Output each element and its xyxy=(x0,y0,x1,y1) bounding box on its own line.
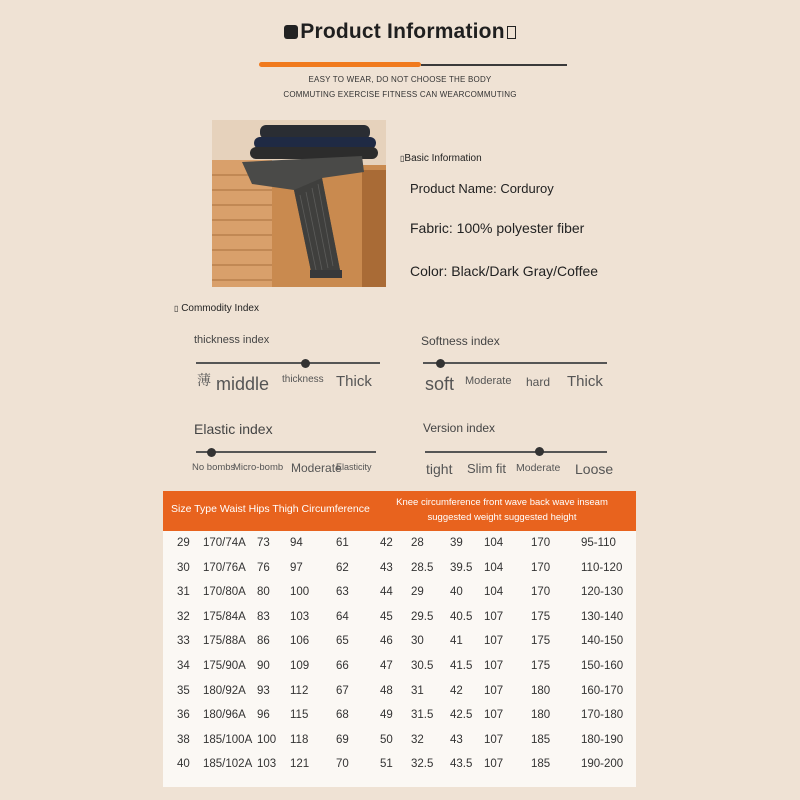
table-cell: 40 xyxy=(450,586,463,599)
size-table-header-left: Size Type Waist Hips Thigh Circumference xyxy=(171,503,370,515)
table-cell: 170/74A xyxy=(203,537,246,549)
table-cell: 185 xyxy=(531,733,551,746)
table-cell: 29 xyxy=(411,586,424,599)
softness-scale-marker xyxy=(436,359,445,368)
table-row xyxy=(163,586,636,610)
table-cell: 64 xyxy=(336,610,349,623)
table-cell: 115 xyxy=(290,709,309,722)
table-cell: 73 xyxy=(257,537,270,549)
subtitle-line-1: EASY TO WEAR, DO NOT CHOOSE THE BODY xyxy=(308,75,492,84)
table-cell: 48 xyxy=(380,684,393,697)
bullet-icon xyxy=(284,25,298,39)
version-scale-marker xyxy=(535,447,544,456)
table-cell: 100 xyxy=(257,733,277,746)
table-cell: 32 xyxy=(411,733,424,746)
table-cell: 50 xyxy=(380,733,393,746)
table-row xyxy=(163,734,636,758)
table-cell: 29 xyxy=(177,537,190,549)
version-label-4: Loose xyxy=(575,461,614,477)
table-cell: 63 xyxy=(336,586,349,599)
table-cell: 180/92A xyxy=(203,684,246,697)
table-cell: 42.5 xyxy=(450,709,473,722)
table-row xyxy=(163,758,636,782)
table-cell: 170 xyxy=(531,561,551,574)
table-cell: 180 xyxy=(531,684,551,697)
table-cell: 110-120 xyxy=(581,561,623,574)
title-underline xyxy=(421,64,567,66)
version-index-title: Version index xyxy=(423,421,496,435)
table-cell: 175/88A xyxy=(203,635,246,648)
softness-label-3: hard xyxy=(526,375,551,389)
table-cell: 86 xyxy=(257,635,270,648)
table-cell: 107 xyxy=(484,709,504,722)
size-table-header-right-line-1: Knee circumference front wave back wave inseam xyxy=(396,497,608,508)
elastic-label-4: Elasticity xyxy=(336,462,372,472)
table-cell: 43.5 xyxy=(450,758,473,771)
table-cell: 170 xyxy=(531,537,551,549)
table-cell: 120-130 xyxy=(581,586,624,599)
thickness-index-title: thickness index xyxy=(194,334,270,346)
table-cell: 49 xyxy=(380,709,393,722)
size-table-header xyxy=(163,491,636,531)
table-cell: 185 xyxy=(531,758,551,771)
table-cell: 30.5 xyxy=(411,660,434,672)
elastic-scale xyxy=(196,451,376,453)
table-cell: 83 xyxy=(257,610,270,623)
softness-index-title: Softness index xyxy=(421,334,500,348)
softness-label-1: soft xyxy=(425,374,455,394)
table-cell: 65 xyxy=(336,635,349,648)
table-cell: 67 xyxy=(336,684,349,697)
table-cell: 32.5 xyxy=(411,758,434,771)
table-cell: 28.5 xyxy=(411,561,434,574)
table-cell: 39 xyxy=(450,537,463,549)
title-text: Product Information xyxy=(300,20,505,43)
table-cell: 106 xyxy=(290,635,310,648)
softness-scale xyxy=(423,362,607,364)
table-cell: 118 xyxy=(290,733,309,746)
table-cell: 96 xyxy=(257,709,270,722)
table-cell: 170-180 xyxy=(581,709,624,722)
table-cell: 34 xyxy=(177,660,190,672)
table-row xyxy=(163,537,636,561)
commodity-index-heading-text: Commodity Index xyxy=(181,303,259,314)
product-photo xyxy=(212,120,386,287)
table-cell: 42 xyxy=(380,537,393,549)
table-cell: 130-140 xyxy=(581,610,624,623)
table-cell: 39.5 xyxy=(450,561,473,574)
table-cell: 170/76A xyxy=(203,561,246,574)
table-cell: 104 xyxy=(484,561,504,574)
table-cell: 62 xyxy=(336,561,349,574)
table-cell: 43 xyxy=(450,733,463,746)
size-table-header-right-line-2: suggested weight suggested height xyxy=(427,512,577,523)
fabric: Fabric: 100% polyester fiber xyxy=(410,220,585,236)
table-cell: 80 xyxy=(257,586,270,599)
elastic-index-title: Elastic index xyxy=(194,421,273,437)
table-cell: 95-110 xyxy=(581,537,616,549)
table-row xyxy=(163,611,636,635)
table-cell: 150-160 xyxy=(581,660,624,672)
size-table-header-right xyxy=(388,495,616,525)
table-cell: 38 xyxy=(177,733,190,746)
table-cell: 31 xyxy=(177,586,190,599)
box-glyph-icon: ▯ xyxy=(174,304,179,313)
table-cell: 175/90A xyxy=(203,660,246,672)
table-cell: 45 xyxy=(380,610,393,623)
table-cell: 30 xyxy=(411,635,424,648)
thickness-scale xyxy=(196,362,380,364)
table-cell: 94 xyxy=(290,537,303,549)
table-cell: 175 xyxy=(531,635,551,648)
table-cell: 185/102A xyxy=(203,758,253,771)
table-row xyxy=(163,562,636,586)
thickness-scale-marker xyxy=(301,359,310,368)
table-row xyxy=(163,685,636,709)
table-cell: 140-150 xyxy=(581,635,624,648)
table-cell: 41 xyxy=(450,635,463,648)
table-cell: 70 xyxy=(336,758,349,771)
table-cell: 31 xyxy=(411,684,424,697)
softness-label-4: Thick xyxy=(567,373,603,390)
table-cell: 107 xyxy=(484,684,504,697)
table-cell: 51 xyxy=(380,758,393,771)
subtitle-line-2: COMMUTING EXERCISE FITNESS CAN WEARCOMMUTING xyxy=(283,90,517,99)
table-cell: 170 xyxy=(531,586,551,599)
table-cell: 93 xyxy=(257,684,270,697)
thickness-label-2: middle xyxy=(216,374,270,394)
commodity-index-heading xyxy=(174,303,259,314)
table-cell: 30 xyxy=(177,561,190,574)
table-cell: 29.5 xyxy=(411,610,434,623)
thickness-label-4: Thick xyxy=(336,373,372,390)
thickness-label-1: 薄 xyxy=(197,372,211,388)
basic-info-heading xyxy=(400,153,482,164)
table-row xyxy=(163,635,636,659)
table-cell: 40.5 xyxy=(450,610,473,623)
table-cell: 41.5 xyxy=(450,660,473,672)
table-cell: 66 xyxy=(336,660,349,672)
table-cell: 190-200 xyxy=(581,758,624,771)
table-cell: 107 xyxy=(484,733,504,746)
table-cell: 35 xyxy=(177,684,190,697)
basic-info-heading-text: Basic Information xyxy=(404,153,482,164)
table-cell: 107 xyxy=(484,635,504,648)
table-cell: 175/84A xyxy=(203,610,246,623)
elastic-label-2: Micro-bomb xyxy=(233,462,284,473)
color: Color: Black/Dark Gray/Coffee xyxy=(410,263,599,279)
table-cell: 160-170 xyxy=(581,684,624,697)
product-name: Product Name: Corduroy xyxy=(410,181,554,196)
table-cell: 43 xyxy=(380,561,393,574)
table-cell: 76 xyxy=(257,561,270,574)
softness-label-2: Moderate xyxy=(465,375,512,387)
table-cell: 61 xyxy=(336,537,349,549)
table-cell: 180-190 xyxy=(581,733,624,746)
table-row xyxy=(163,660,636,684)
table-cell: 36 xyxy=(177,709,190,722)
table-cell: 180 xyxy=(531,709,551,722)
elastic-label-1: No bombs xyxy=(192,462,236,473)
table-cell: 97 xyxy=(290,561,303,574)
table-row xyxy=(163,709,636,733)
table-cell: 175 xyxy=(531,610,551,623)
table-cell: 42 xyxy=(450,684,463,697)
title-underline-accent xyxy=(259,62,421,67)
version-label-1: tight xyxy=(426,461,453,477)
table-cell: 170/80A xyxy=(203,586,246,599)
version-scale xyxy=(425,451,607,453)
table-cell: 31.5 xyxy=(411,709,434,722)
elastic-label-3: Moderate xyxy=(291,461,342,475)
table-cell: 69 xyxy=(336,733,349,746)
version-label-2: Slim fit xyxy=(467,461,506,476)
table-cell: 107 xyxy=(484,758,504,771)
table-cell: 40 xyxy=(177,758,190,771)
table-cell: 68 xyxy=(336,709,349,722)
table-cell: 107 xyxy=(484,610,504,623)
table-cell: 32 xyxy=(177,610,190,623)
thickness-label-3: thickness xyxy=(282,374,324,385)
table-cell: 44 xyxy=(380,586,393,599)
box-glyph-icon: ▯ xyxy=(400,154,405,163)
table-cell: 103 xyxy=(257,758,277,771)
table-cell: 112 xyxy=(290,684,309,697)
table-cell: 185/100A xyxy=(203,733,253,746)
table-cell: 33 xyxy=(177,635,190,648)
table-cell: 100 xyxy=(290,586,310,599)
table-cell: 46 xyxy=(380,635,393,648)
table-cell: 175 xyxy=(531,660,551,672)
table-cell: 47 xyxy=(380,660,393,672)
page-title xyxy=(0,20,800,44)
table-cell: 180/96A xyxy=(203,709,246,722)
box-glyph-icon xyxy=(507,26,516,39)
version-label-3: Moderate xyxy=(516,462,561,474)
table-cell: 104 xyxy=(484,537,504,549)
table-cell: 107 xyxy=(484,660,504,672)
table-cell: 121 xyxy=(290,758,310,771)
table-cell: 90 xyxy=(257,660,270,672)
elastic-scale-marker xyxy=(207,448,216,457)
table-cell: 103 xyxy=(290,610,310,623)
table-cell: 28 xyxy=(411,537,424,549)
table-cell: 109 xyxy=(290,660,310,672)
table-cell: 104 xyxy=(484,586,504,599)
